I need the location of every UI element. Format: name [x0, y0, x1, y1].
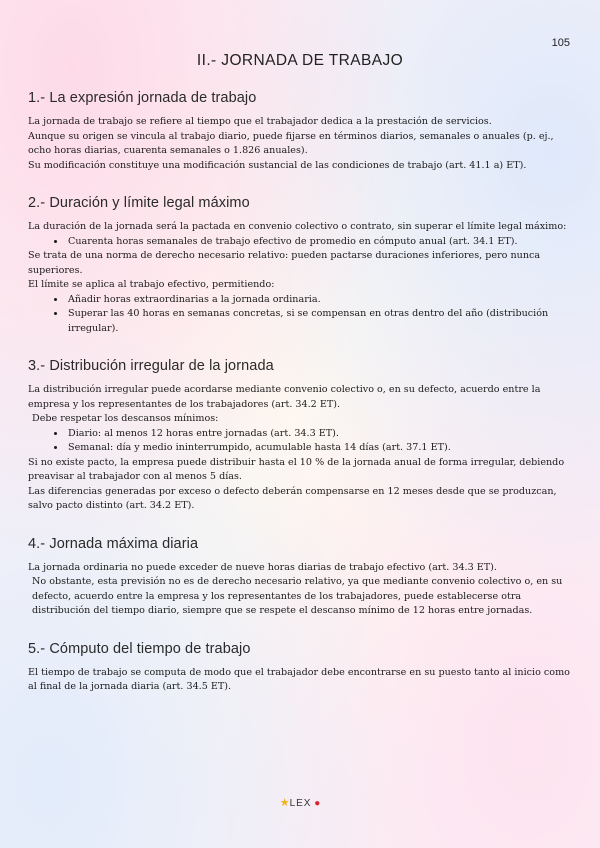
paragraph: La jornada ordinaria no puede exceder de nueve horas diarias de trabajo efectivo (art. 34.3 ET). — [28, 561, 497, 573]
section-heading: 5.- Cómputo del tiempo de trabajo — [28, 640, 251, 657]
brand-name: LEX — [289, 798, 312, 809]
list-item: • Superar las 40 horas en semanas concretas, si se compensan en otras dentro del año (distribución irregular). — [66, 307, 576, 336]
paragraph: Las diferencias generadas por exceso o defecto deberán compensarse en 12 meses desde que se produzcan, salvo pacto distinto (art. 34.2 ET). — [28, 485, 557, 511]
section-5 — [28, 641, 576, 695]
paragraph: El tiempo de trabajo se computa de modo que el trabajador debe encontrarse en su puesto tanto al inicio como al final de la jornada diaria (art. 34.5 ET). — [28, 666, 570, 692]
drop-icon: ● — [311, 798, 321, 809]
paragraph: No obstante, esta previsión no es de derecho necesario relativo, ya que mediante convenio colectivo o, en su defecto, acuerdo entre la empresa y los representantes de los trabajadores, puede establecerse otra distribución del tiempo diario, siempre que se respete el descanso mínimo de 12 horas entre jornadas. — [32, 576, 563, 616]
section-heading: 4.- Jornada máxima diaria — [28, 535, 199, 552]
paragraph: El límite se aplica al trabajo efectivo, permitiendo: — [28, 279, 275, 290]
footer-logo — [0, 796, 600, 809]
list-item: • Semanal: día y medio ininterrumpido, acumulable hasta 14 días (art. 37.1 ET). — [66, 441, 576, 456]
paragraph: La distribución irregular puede acordarse mediante convenio colectivo o, en su defecto, acuerdo entre la empresa y los representantes de los trabajadores (art. 34.2 ET). — [28, 384, 541, 410]
paragraph: Se trata de una norma de derecho necesario relativo: pueden pactarse duraciones inferiores, pero nunca superiores. — [28, 250, 541, 276]
page-title: II.- JORNADA DE TRABAJO — [196, 52, 404, 69]
section-1 — [28, 90, 576, 173]
section-3 — [28, 358, 576, 514]
paragraph: La jornada de trabajo se refiere al tiempo que el trabajador dedica a la prestación de servicios. — [28, 116, 492, 127]
paragraph: Su modificación constituye una modificación sustancial de las condiciones de trabajo (art. 41.1 a) ET). — [28, 159, 527, 171]
list-item: • Diario: al menos 12 horas entre jornadas (art. 34.3 ET). — [66, 427, 576, 442]
paragraph: Debe respetar los descansos mínimos: — [32, 413, 219, 424]
section-2 — [28, 195, 576, 336]
bullet-list — [28, 235, 576, 250]
section-heading: 3.- Distribución irregular de la jornada — [28, 358, 274, 374]
list-item: • Cuarenta horas semanales de trabajo efectivo de promedio en cómputo anual (art. 34.1 ET). — [66, 235, 576, 250]
section-4 — [28, 536, 576, 619]
paragraph: La duración de la jornada será la pactada en convenio colectivo o contrato, sin superar el límite legal máximo: — [28, 221, 567, 232]
paragraph: Aunque su origen se vincula al trabajo diario, puede fijarse en términos diarios, semanales o anuales (p. ej., ocho horas diarias, cuarenta semanales o 1.826 anuales). — [28, 130, 554, 156]
paragraph: Si no existe pacto, la empresa puede distribuir hasta el 10 % de la jornada anual de forma irregular, debiendo preavisar al trabajador con al menos 5 días. — [28, 456, 565, 482]
list-item: • Añadir horas extraordinarias a la jornada ordinaria. — [66, 293, 576, 308]
section-heading: 1.- La expresión jornada de trabajo — [28, 90, 257, 106]
section-heading: 2.- Duración y límite legal máximo — [28, 195, 250, 211]
document-body — [28, 90, 576, 717]
star-icon: ★ — [279, 797, 290, 809]
bullet-list — [28, 293, 576, 337]
bullet-list — [28, 427, 576, 456]
page-number: 105 — [551, 37, 570, 49]
